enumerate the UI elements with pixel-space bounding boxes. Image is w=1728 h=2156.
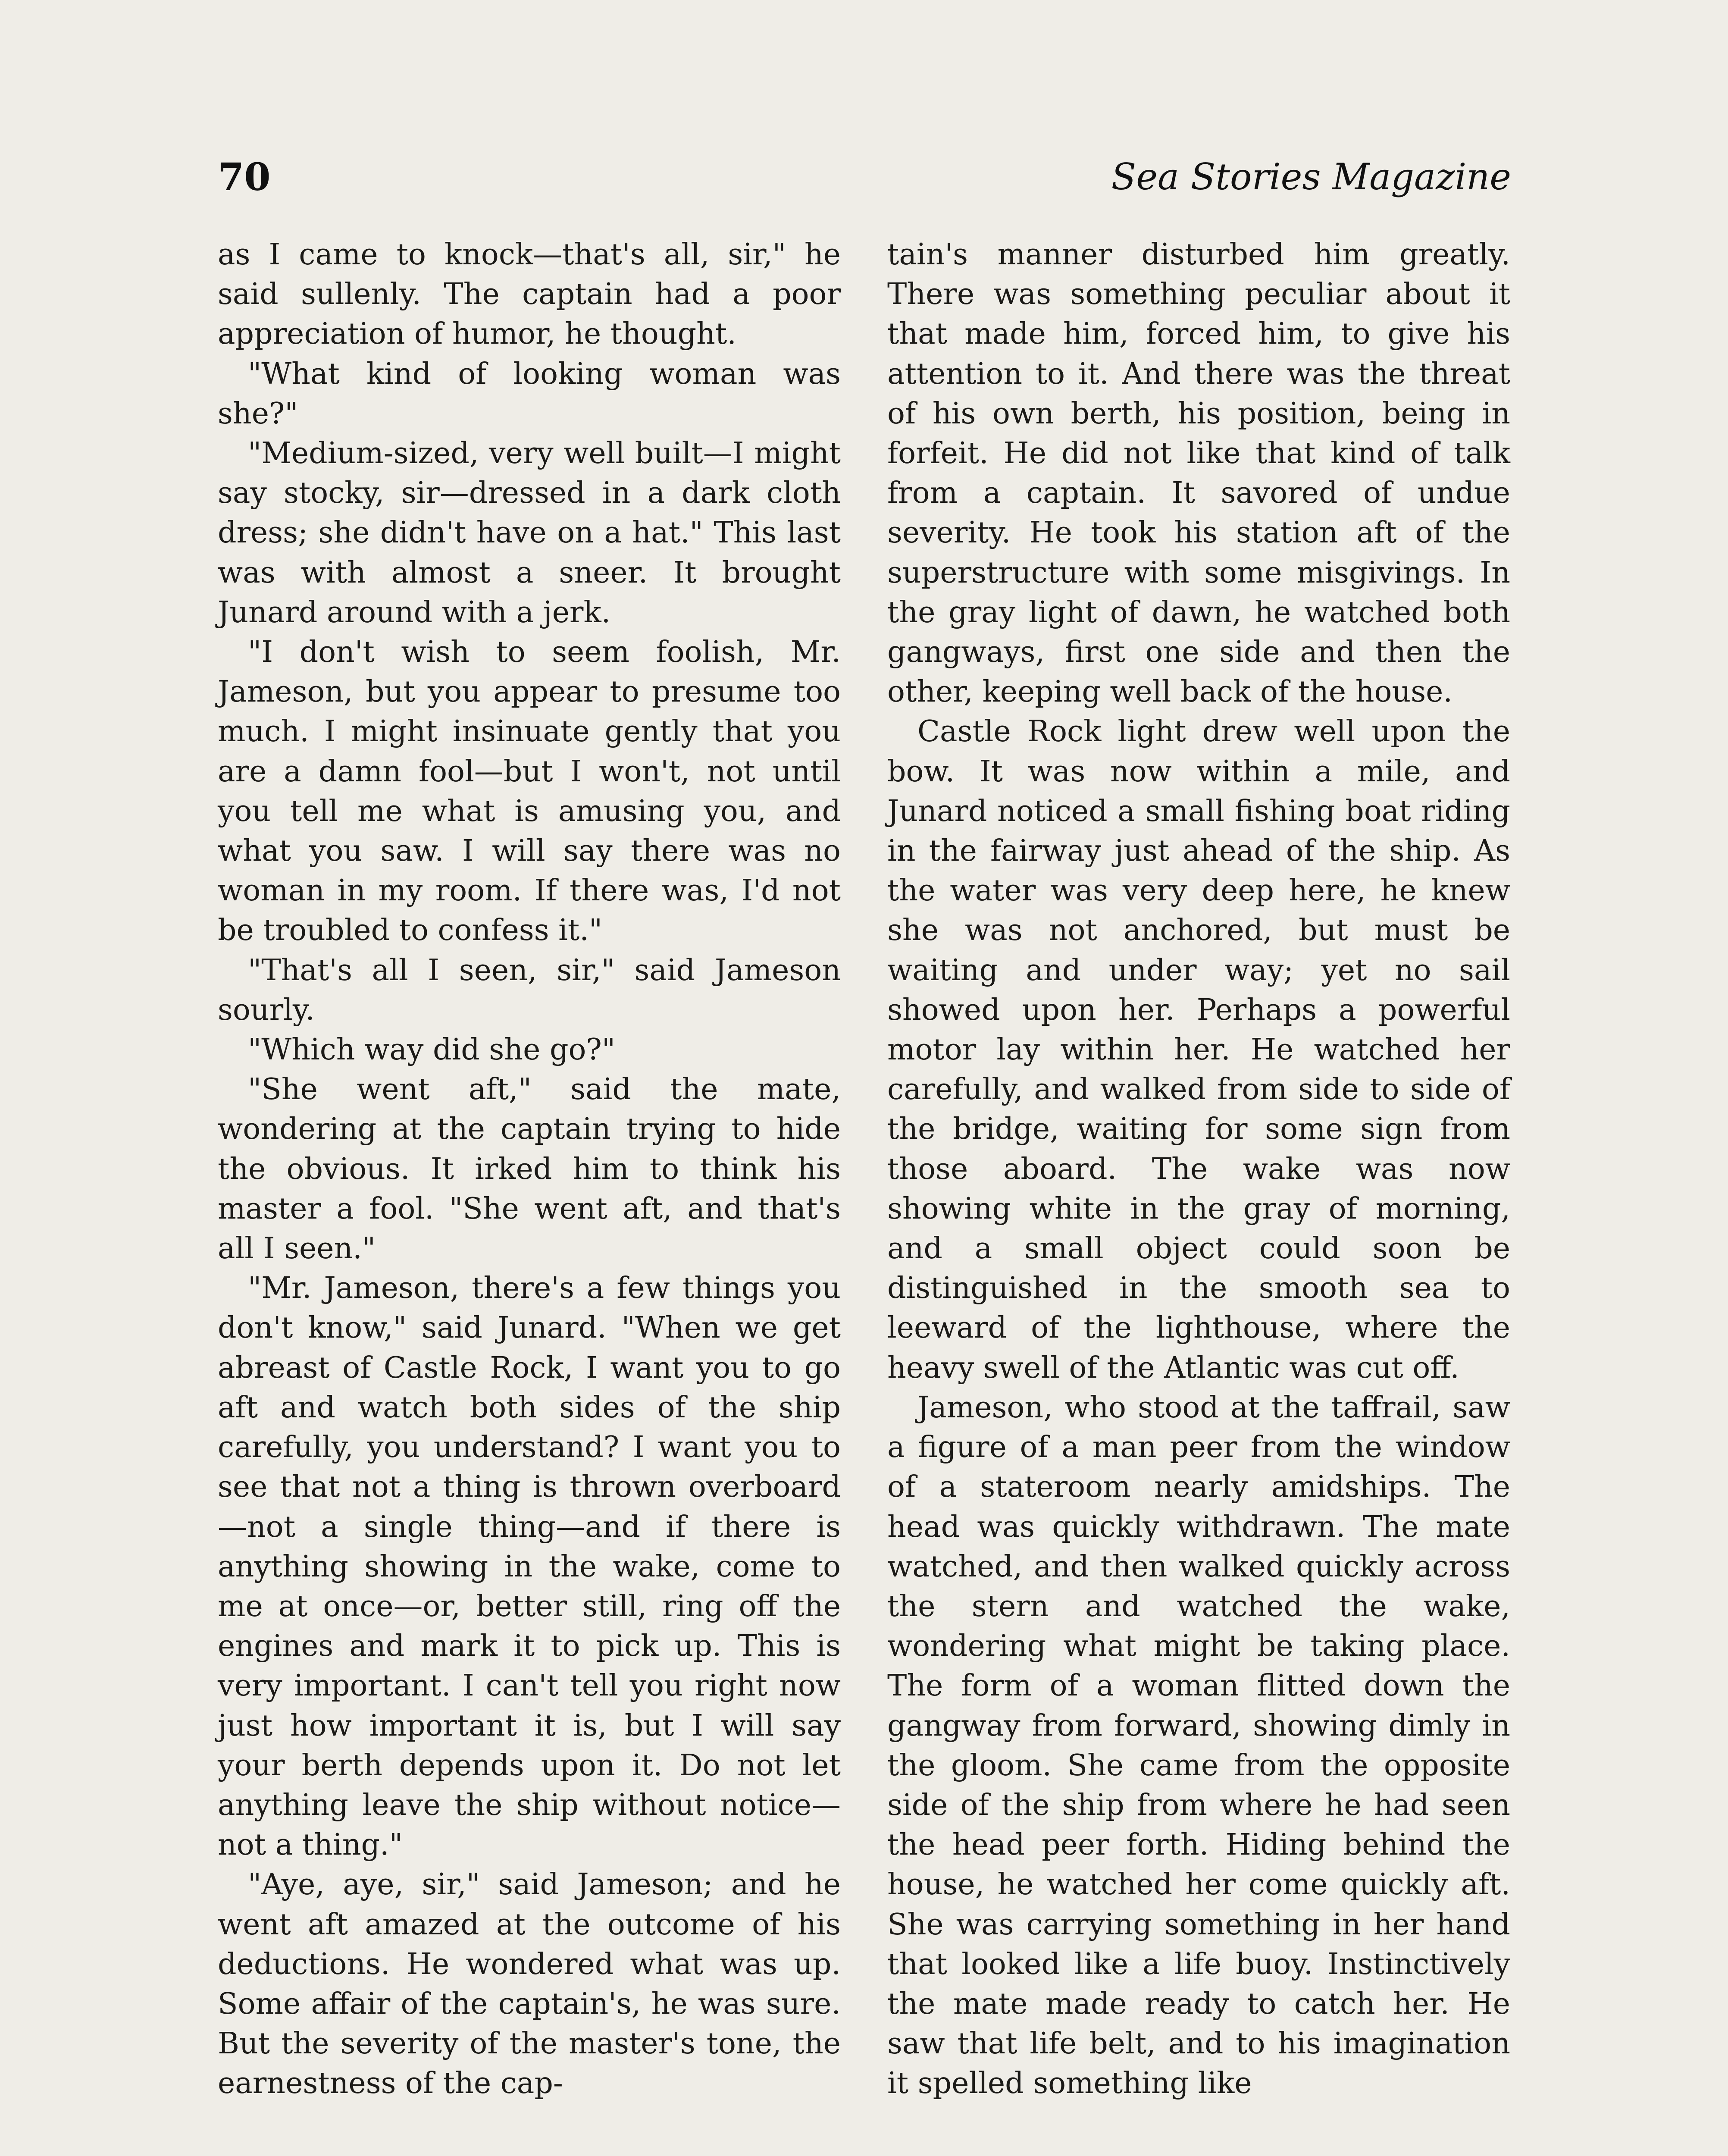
paragraph: "Which way did she go?"	[248, 1033, 616, 1067]
page-number: 70	[218, 154, 271, 199]
right-column	[887, 235, 1510, 2104]
paragraph: Castle Rock light drew well upon the bow. It was now within a mile, and Junard noticed a small fishing boat riding in the fairway just ahead of the ship. As the water was very deep here, he knew she was not anchored, but must be waiting and under way; yet no sail showed upon her. Perhaps a powerful motor lay within her. He watched her carefully, and walked from side to side of the bridge, waiting for some sign from those aboard. The wake was now showing white in the gray of morning, and a small object could soon be distinguished in the smooth sea to leeward of the lighthouse, where the heavy swell of the Atlantic was cut off.	[887, 714, 1510, 1385]
paragraph: as I came to knock—that's all, sir," he said sullenly. The captain had a poor appreciation of humor, he thought.	[218, 238, 841, 351]
paragraph: tain's manner disturbed him greatly. There was something peculiar about it that made him, forced him, to give his attention to it. And there was the threat of his own berth, his position, being in forfeit. He did not like that kind of talk from a captain. It savored of undue severity. He took his station aft of the superstructure with some misgivings. In the gray light of dawn, he watched both gangways, first one side and then the other, keeping well back of the house.	[887, 238, 1510, 709]
paragraph: "That's all I seen, sir," said Jameson sourly.	[218, 953, 841, 1027]
page-header	[218, 151, 1511, 216]
left-column	[218, 235, 841, 2104]
paragraph: "What kind of looking woman was she?"	[218, 357, 841, 431]
running-head: Sea Stories Magazine	[1111, 156, 1511, 198]
paragraph: "Medium-sized, very well built—I might say stocky, sir—dressed in a dark cloth dress; she didn't have on a hat." This last was with almost a sneer. It brought Junard around with a jerk.	[218, 436, 841, 630]
paragraph: Jameson, who stood at the taffrail, saw a figure of a man peer from the window of a stateroom nearly amidships. The head was quickly withdrawn. The mate watched, and then walked quickly across the stern and watched the wake, wondering what might be taking place. The form of a woman flitted down the gangway from forward, showing dimly in the gloom. She came from the opposite side of the ship from where he had seen the head peer forth. Hiding behind the house, he watched her come quickly aft. She was carrying something in her hand that looked like a life buoy. Instinctively the mate made ready to catch her. He saw that life belt, and to his imagination it spelled something like	[887, 1390, 1510, 2101]
paragraph: "I don't wish to seem foolish, Mr. Jameson, but you appear to presume too much. I might insinuate gently that you are a damn fool—but I won't, not until you tell me what is amusing you, and what you saw. I will say there was no woman in my room. If there was, I'd not be troubled to confess it."	[218, 635, 841, 948]
paragraph: "Aye, aye, sir," said Jameson; and he went aft amazed at the outcome of his deductions. He wondered what was up. Some affair of the captain's, he was sure. But the severity of the master's tone, the earnestness of the cap-	[218, 1868, 841, 2101]
paragraph: "She went aft," said the mate, wondering at the captain trying to hide the obvious. It irked him to think his master a fool. "She went aft, and that's all I seen."	[218, 1072, 841, 1266]
paragraph: "Mr. Jameson, there's a few things you don't know," said Junard. "When we get abreast of Castle Rock, I want you to go aft and watch both sides of the ship carefully, you understand? I want you to see that not a thing is thrown overboard—not a single thing—and if there is anything showing in the wake, come to me at once—or, better still, ring off the engines and mark it to pick up. This is very important. I can't tell you right now just how important it is, but I will say your berth depends upon it. Do not let anything leave the ship without notice—not a thing."	[218, 1271, 841, 1862]
